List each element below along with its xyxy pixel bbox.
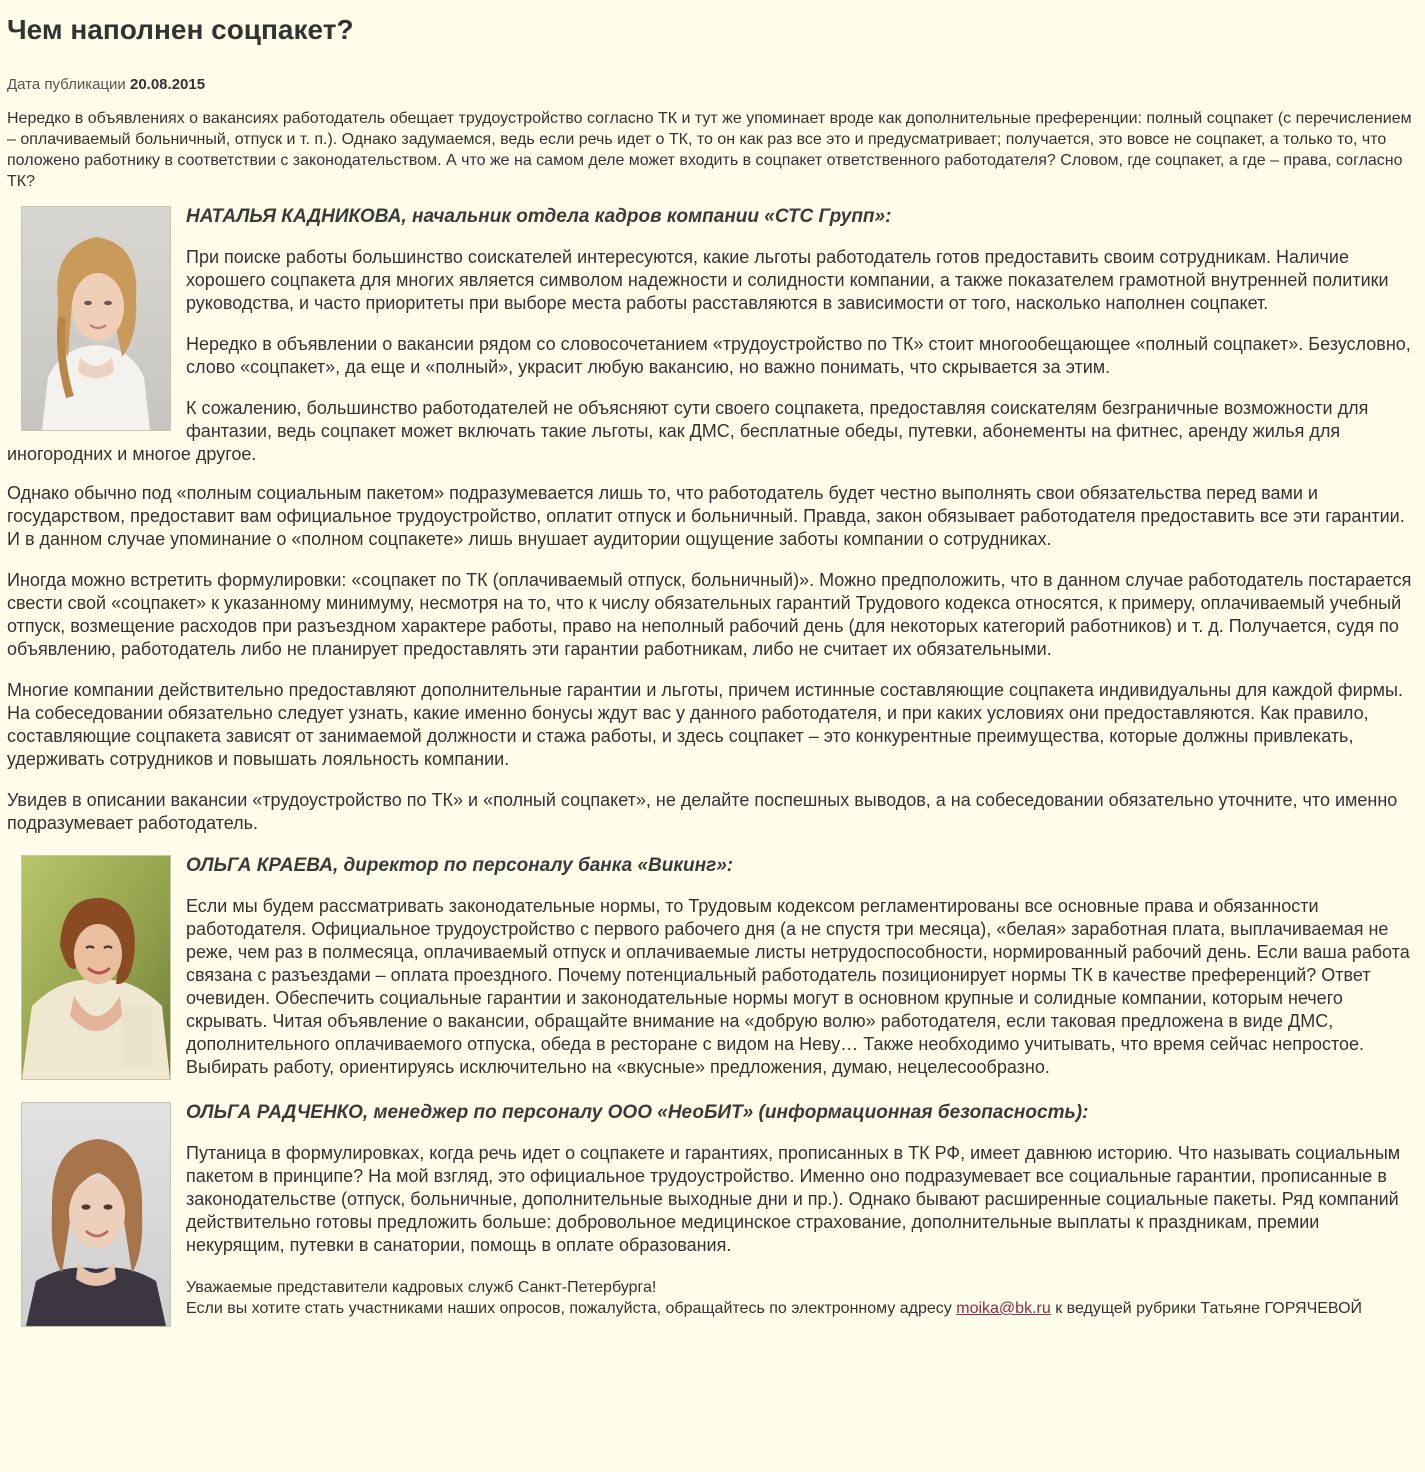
portrait-image — [22, 1103, 170, 1326]
article-paragraph: Однако обычно под «полным социальным пакетом» подразумевается лишь то, что работодатель будет честно выполнять свои обязательства перед вами и государством, предоставит вам официальное трудоустройство, оплатит отпуск и больничный. Правда, закон обязывает работодателя предоставить все эти гарантии. И в данном случае упоминание о «полном соцпакете» лишь внушает аудитории ощущение заботы компании о сотрудниках. — [7, 483, 1405, 549]
email-link[interactable]: moika@bk.ru — [956, 1300, 1051, 1317]
expert-photo-kadnikova — [21, 206, 171, 431]
portrait-image — [22, 207, 170, 430]
article-paragraph: Увидев в описании вакансии «трудоустройство по ТК» и «полный соцпакет», не делайте поспешных выводов, а на собеседовании обязательно уточните, что именно подразумевает работодатель. — [7, 790, 1398, 833]
notice-line-2-after: к ведущей рубрики Татьяне ГОРЯЧЕВОЙ — [1050, 1300, 1363, 1317]
publication-date-value: 20.08.2015 — [129, 76, 206, 93]
article-paragraph: Иногда можно встретить формулировки: «соцпакет по ТК (оплачиваемый отпуск, больничный)». Можно предположить, что в данном случае работодатель постарается свести свой «соцпакет» к указанному минимуму, несмотря на то, что к числу обязательных гарантий Трудового кодекса относятся, к примеру, оплачиваемый учебный отпуск, возмещение расходов при разъездном характере работы, право на неполный рабочий день (для некоторых категорий работников) и т. д. Получается, судя по объявлению, работодатель либо не планирует предоставлять эти гарантии работникам, либо не считает их обязательными. — [7, 570, 1412, 659]
expert-photo-kraeva — [21, 855, 171, 1080]
publication-date — [7, 76, 1418, 94]
expert-block-radchenko — [7, 1102, 1418, 1335]
article-intro: Нередко в объявлениях о вакансиях работодатель обещает трудоустройство согласно ТК и тут же упоминает вроде как дополнительные преференции: полный соцпакет (с перечислением – оплачиваемый больничный, отпуск и т. п.). Однако задумаемся, ведь если речь идет о ТК, то он как раз все это и предусматривает; получается, это вовсе не соцпакет, а только то, что положено работнику в соответствии с законодательством. А что же на самом деле может входить в соцпакет ответственного работодателя? Словом, где соцпакет, а где – права, согласно ТК? — [7, 110, 1412, 190]
expert-paragraph: Нередко в объявлении о вакансии рядом со словосочетанием «трудоустройство по ТК» стоит многообещающее «полный соцпакет». Безусловно, слово «соцпакет», да еще и «полный», украсит любую вакансию, но важно понимать, что скрывается за этим. — [186, 334, 1411, 377]
expert-paragraph: Путаница в формулировках, когда речь идет о соцпакете и гарантиях, прописанных в ТК РФ, имеет давнюю историю. Что называть социальным пакетом в принципе? На мой взгляд, это официальное трудоустройство. Именно оно подразумевает все социальные гарантии, прописанные в законодательстве (отпуск, больничные, дополнительные выходные дни и пр.). Однако бывают расширенные социальные пакеты. Ряд компаний действительно готовы предложить больше: добровольное медицинское страхование, дополнительные выплаты к праздникам, премии некурящим, путевки в санатории, помощь в оплате образования. — [186, 1143, 1401, 1255]
expert-paragraph: При поиске работы большинство соискателей интересуются, какие льготы работодатель готов предоставить своим сотрудникам. Наличие хорошего соцпакета для многих является символом надежности и солидности компании, а также показателем грамотной внутренней политики руководства, и часто приоритеты при выборе места работы расставляются в зависимости от того, насколько наполнен соцпакет. — [186, 247, 1389, 313]
expert-paragraph: К сожалению, большинство работодателей не объясняют сути своего соцпакета, предоставляя соискателям безграничные возможности для фантазии, ведь соцпакет может включать такие льготы, как ДМС, бесплатные обеды, путевки, абонементы на фитнес, аренду жилья для иногородних и многое другое. — [7, 398, 1369, 464]
expert-block-kadnikova — [7, 206, 1418, 835]
expert-name-kadnikova: НАТАЛЬЯ КАДНИКОВА, начальник отдела кадров компании «СТС Групп»: — [186, 206, 892, 227]
expert-photo-radchenko — [21, 1102, 171, 1327]
page-title: Чем наполнен соцпакет? — [7, 14, 354, 45]
notice-line-2-before: Если вы хотите стать участниками наших опросов, пожалуйста, обращайтесь по электронному адресу — [186, 1300, 957, 1317]
expert-paragraph: Если мы будем рассматривать законодательные нормы, то Трудовым кодексом регламентированы все основные права и обязанности работодателя. Официальное трудоустройство с первого рабочего дня (а не спустя три месяца), «белая» заработная плата, выплачиваемая не реже, чем раз в полмесяца, оплачиваемый отпуск и оплачиваемые листы нетрудоспособности, нормированный рабочий день. Если ваша работа связана с разъездами – оплата проездного. Почему потенциальный работодатель позиционирует нормы ТК в качестве преференций? Ответ очевиден. Обеспечить социальные гарантии и законодательные нормы могут в основном крупные и солидные компании, которым нечего скрывать. Читая объявление о вакансии, обращайте внимание на «добрую волю» работодателя, если таковая предложена в виде ДМС, дополнительного оплачиваемого отпуска, обеда в ресторане с видом на Неву… Также необходимо учитывать, что время сейчас непростое. Выбирать работу, ориентируясь исключительно на «вкусные» предложения, думаю, нецелесообразно. — [186, 896, 1410, 1077]
contact-notice — [7, 1277, 1418, 1319]
publication-date-label: Дата публикации — [7, 76, 126, 93]
notice-line-2 — [7, 1298, 1418, 1319]
expert-name-kraeva: ОЛЬГА КРАЕВА, директор по персоналу банка «Викинг»: — [186, 855, 734, 876]
portrait-image — [22, 856, 170, 1079]
article-paragraph: Многие компании действительно предоставляют дополнительные гарантии и льготы, причем истинные составляющие соцпакета индивидуальны для каждой фирмы. На собеседовании обязательно следует узнать, какие именно бонусы ждут вас у данного работодателя, и при каких условиях они предоставляются. Как правило, составляющие соцпакета зависят от занимаемой должности и стажа работы, и здесь соцпакет – это конкурентные преимущества, которые должны привлекать, удерживать сотрудников и повышать лояльность компании. — [7, 680, 1403, 769]
notice-line-1: Уважаемые представители кадровых служб Санкт-Петербурга! — [186, 1279, 657, 1296]
expert-name-radchenko: ОЛЬГА РАДЧЕНКО, менеджер по персоналу ООО «НеоБИТ» (информационная безопасность): — [186, 1102, 1089, 1123]
expert-block-kraeva — [7, 855, 1418, 1088]
